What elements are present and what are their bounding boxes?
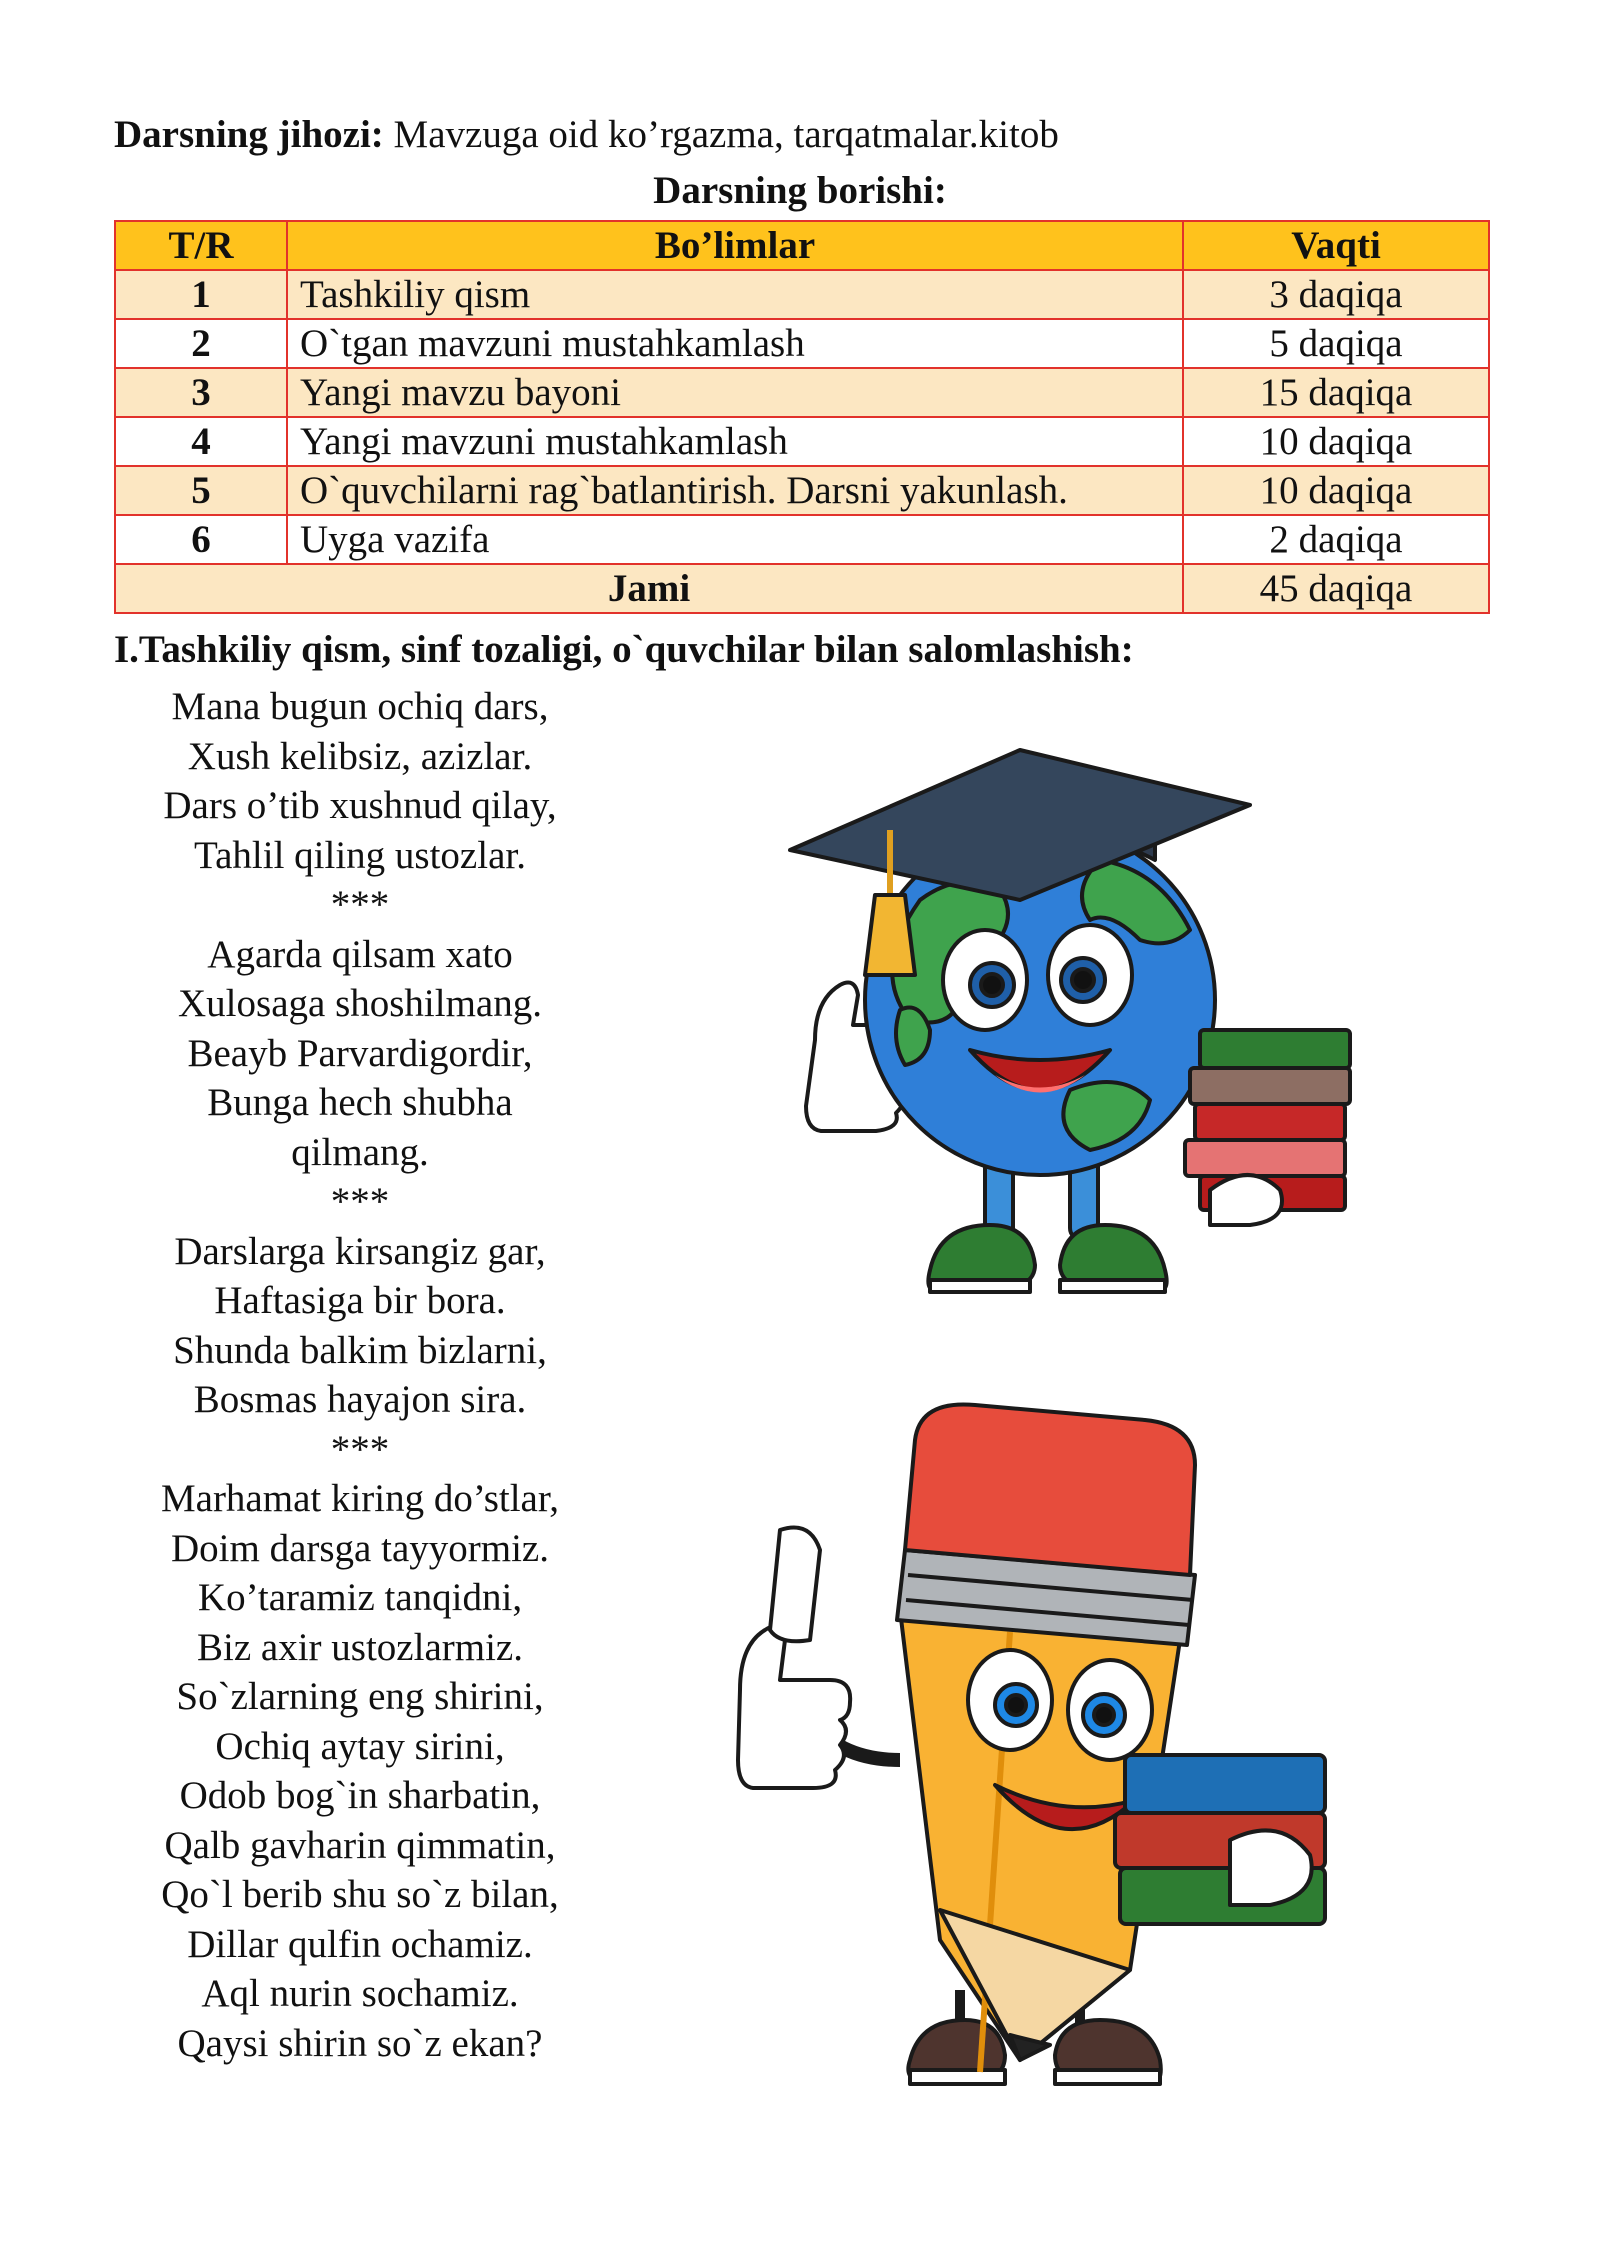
row-time: 10 daqiqa xyxy=(1183,466,1489,515)
table-row xyxy=(115,417,1489,466)
section-title: I.Tashkiliy qism, sinf tozaligi, o`quvchilar bilan salomlashish: xyxy=(114,628,1134,671)
poem-line: Qaysi shirin so`z ekan? xyxy=(177,2021,543,2065)
poem-line: Odob bog`in sharbatin, xyxy=(179,1774,541,1817)
poem-line: Doim darsga tayyormiz. xyxy=(171,1526,549,1570)
row-number: 4 xyxy=(115,417,287,466)
row-time: 5 daqiqa xyxy=(1183,319,1489,368)
poem-line: Aql nurin sochamiz. xyxy=(201,1972,519,2015)
poem-line: Ochiq aytay sirini, xyxy=(215,1724,505,1768)
table-header-row xyxy=(115,221,1489,270)
row-time: 2 daqiqa xyxy=(1183,515,1489,564)
poem-line: Agarda qilsam xato xyxy=(207,932,513,976)
poem-line: Dillar qulfin ochamiz. xyxy=(187,1922,533,1966)
table-row xyxy=(115,270,1489,319)
total-label: Jami xyxy=(115,564,1183,613)
table-row xyxy=(115,466,1489,515)
row-time: 10 daqiqa xyxy=(1183,417,1489,466)
row-number: 5 xyxy=(115,466,287,515)
poem-line: Haftasiga bir bora. xyxy=(214,1279,506,1322)
poem-line: qilmang. xyxy=(291,1130,429,1174)
table-row xyxy=(115,515,1489,564)
row-time: 3 daqiqa xyxy=(1183,270,1489,319)
welcome-poem xyxy=(100,682,620,2068)
total-time: 45 daqiqa xyxy=(1183,564,1489,613)
row-section: Yangi mavzuni mustahkamlash xyxy=(287,417,1183,466)
poem-line: Bosmas hayajon sira. xyxy=(193,1378,527,1421)
header-time: Vaqti xyxy=(1183,221,1489,270)
poem-line: Dars o’tib xushnud qilay, xyxy=(163,784,557,827)
poem-separator: *** xyxy=(330,883,390,926)
row-section: O`quvchilarni rag`batlantirish. Darsni yakunlash. xyxy=(287,466,1183,515)
equipment-label: Darsning jihozi: xyxy=(114,113,384,156)
equipment-value: Mavzuga oid ko’rgazma, tarqatmalar.kitob xyxy=(393,113,1059,156)
poem-line: Darslarga kirsangiz gar, xyxy=(174,1229,546,1273)
header-number: T/R xyxy=(115,221,287,270)
poem-line: Ko’taramiz tanqidni, xyxy=(197,1576,523,1619)
poem-line: Tahlil qiling ustozlar. xyxy=(194,833,526,877)
poem-line: So`zlarning eng shirini, xyxy=(176,1675,544,1718)
row-section: Uyga vazifa xyxy=(287,515,1183,564)
row-number: 2 xyxy=(115,319,287,368)
poem-separator: *** xyxy=(330,1427,390,1471)
row-section: Yangi mavzu bayoni xyxy=(287,368,1183,417)
header-section: Bo’limlar xyxy=(287,221,1183,270)
poem-line: Bunga hech shubha xyxy=(207,1081,513,1124)
poem-line: Beayb Parvardigordir, xyxy=(187,1031,533,1075)
poem-line: Qo`l berib shu so`z bilan, xyxy=(161,1873,559,1916)
row-time: 15 daqiqa xyxy=(1183,368,1489,417)
poem-line: Qalb gavharin qimmatin, xyxy=(164,1823,556,1867)
poem-line: Marhamat kiring do’stlar, xyxy=(160,1477,560,1520)
table-row xyxy=(115,368,1489,417)
progress-heading: Darsning borishi: xyxy=(653,169,947,212)
globe-mascot-illustration xyxy=(770,710,1390,1330)
pencil-mascot-illustration xyxy=(710,1400,1400,2130)
poem-separator: *** xyxy=(330,1180,390,1223)
equipment-line xyxy=(114,112,1059,157)
poem-line: Xulosaga shoshilmang. xyxy=(178,982,542,1025)
row-section: O`tgan mavzuni mustahkamlash xyxy=(287,319,1183,368)
table-total-row xyxy=(115,564,1489,613)
row-section: Tashkiliy qism xyxy=(287,270,1183,319)
row-number: 6 xyxy=(115,515,287,564)
row-number: 1 xyxy=(115,270,287,319)
table-row xyxy=(115,319,1489,368)
poem-line: Xush kelibsiz, azizlar. xyxy=(187,734,533,778)
poem-line: Mana bugun ochiq dars, xyxy=(171,685,549,728)
lesson-plan-table xyxy=(114,220,1490,614)
poem-line: Biz axir ustozlarmiz. xyxy=(197,1625,523,1669)
poem-line: Shunda balkim bizlarni, xyxy=(173,1328,547,1372)
row-number: 3 xyxy=(115,368,287,417)
